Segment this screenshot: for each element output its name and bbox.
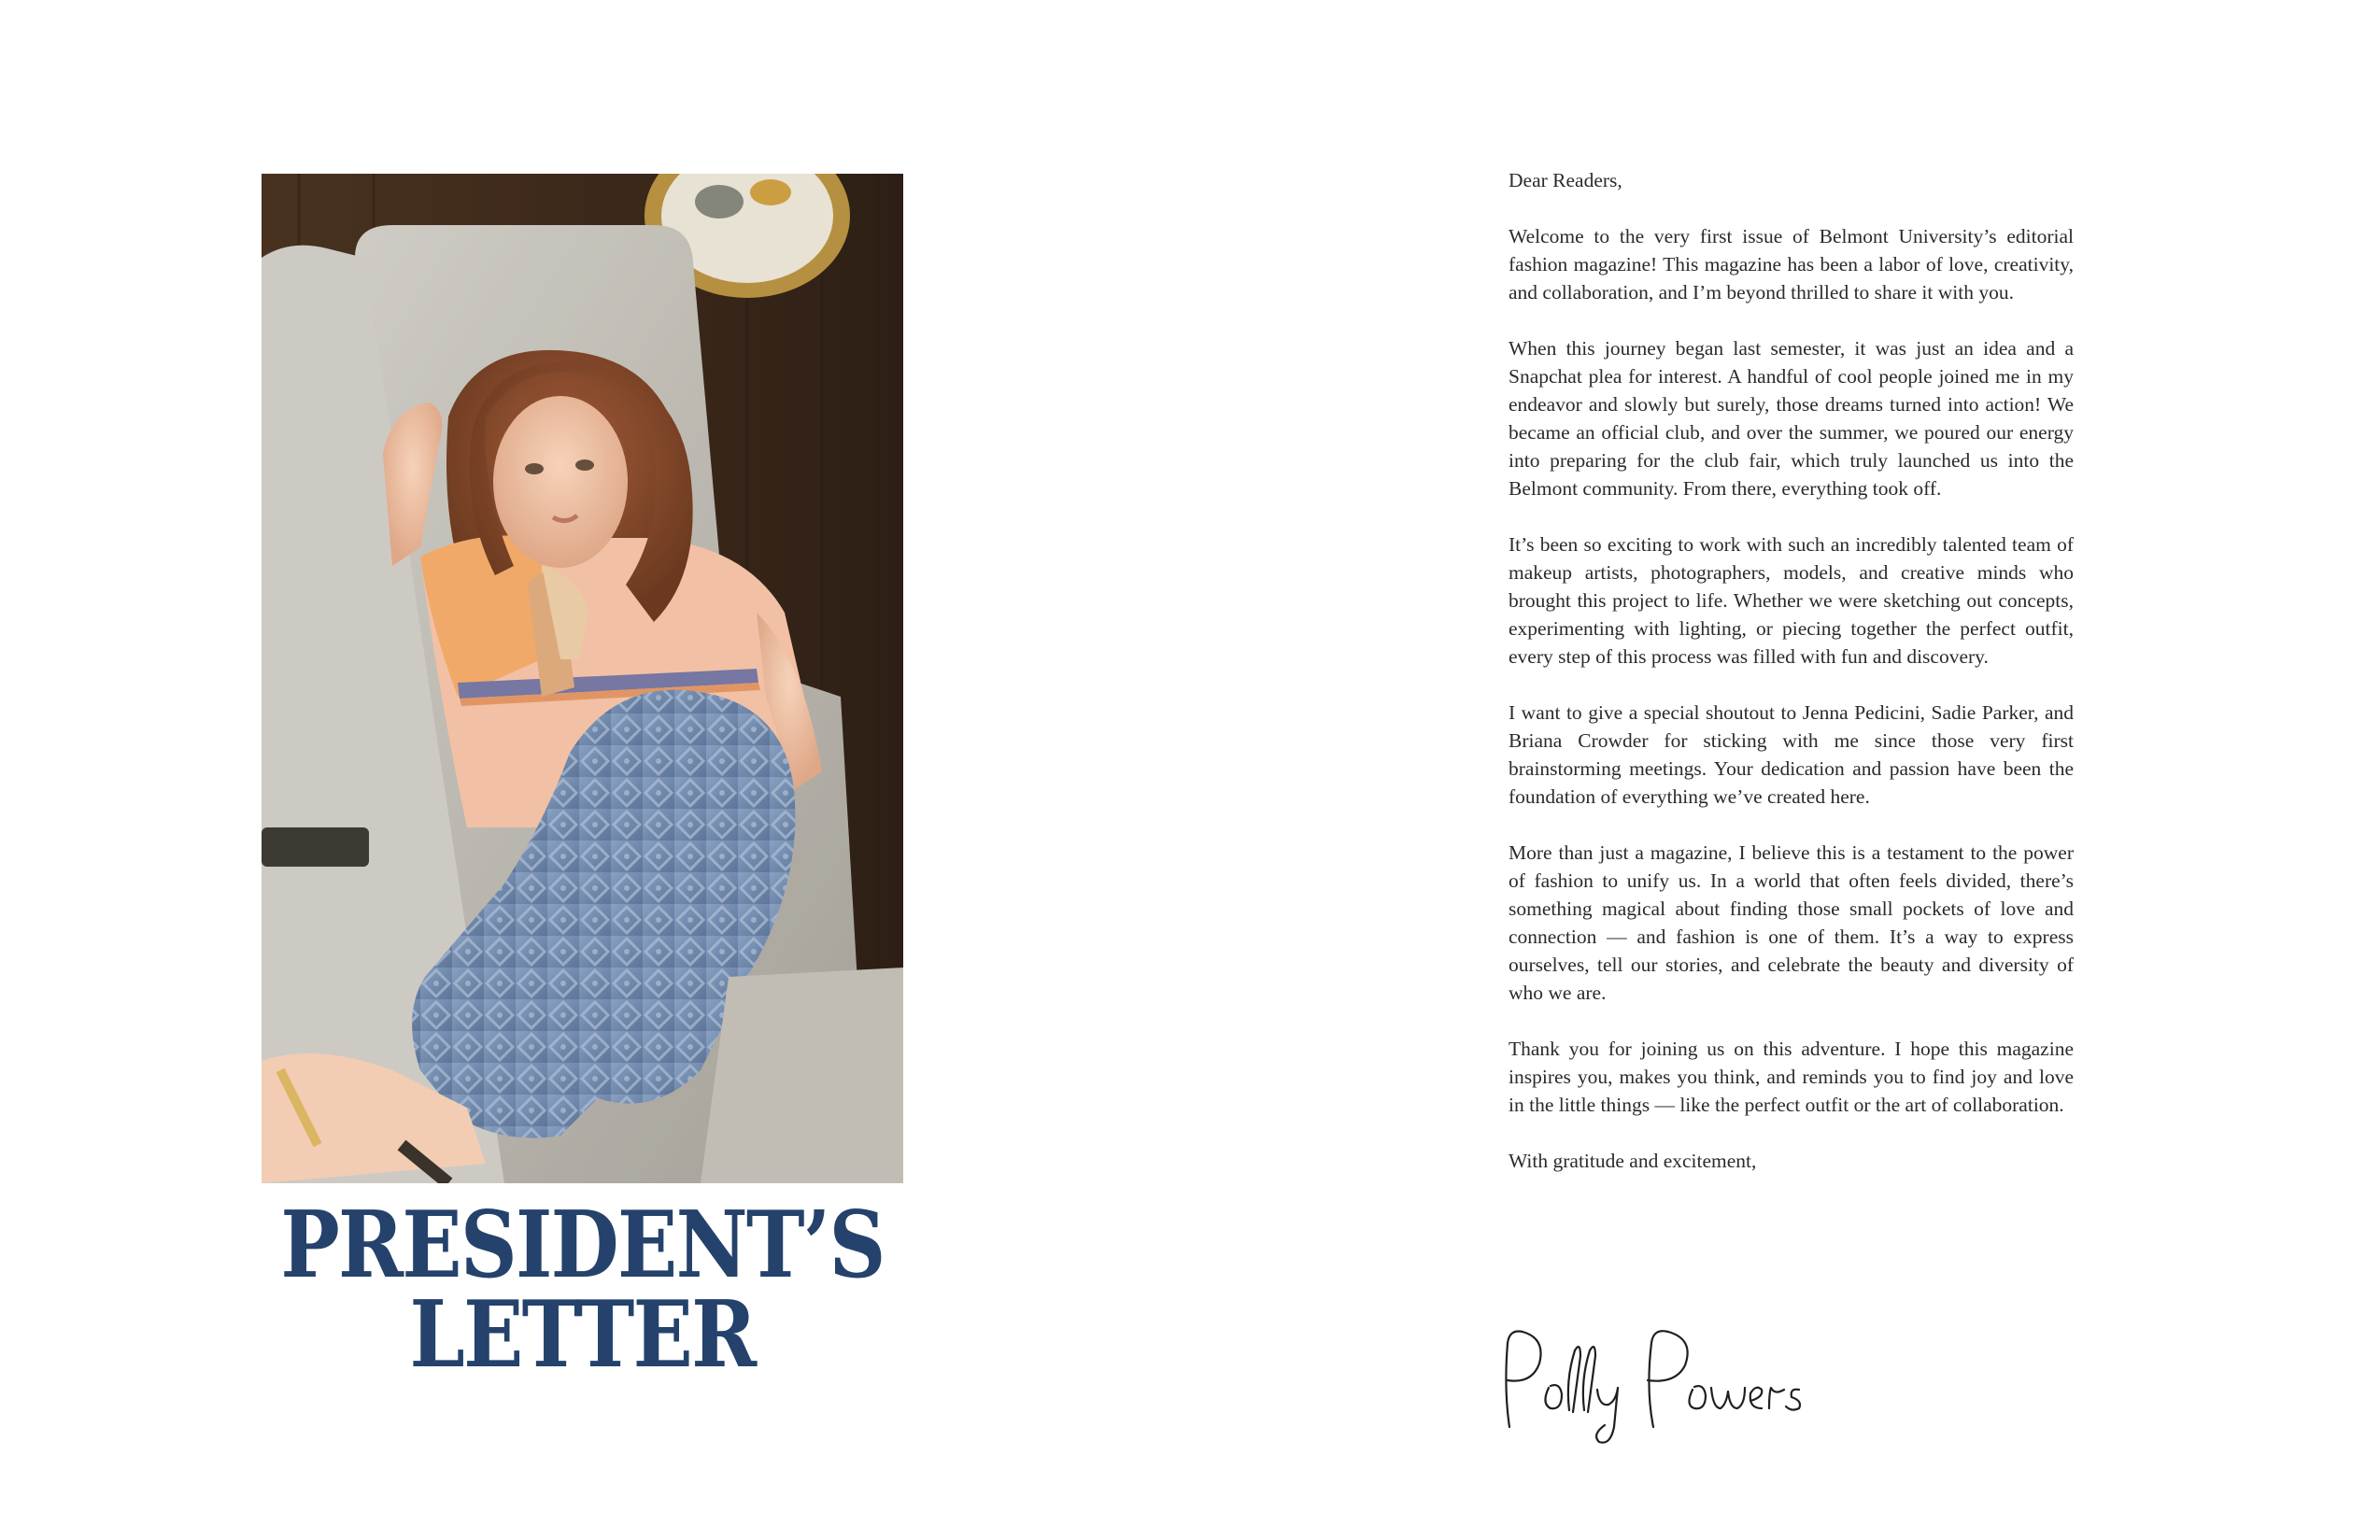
headline-line-2: LETTER (409, 1281, 756, 1389)
letter-paragraph: Thank you for joining us on this adventure. I hope this magazine inspires you, makes you think, and reminds you to find joy and love in the little things — like the perfect outfit or the art of collaboration. (1509, 1038, 2074, 1116)
letter-paragraph: It’s been so exciting to work with such an incredibly talented team of makeup artists, photographers, models, and creative minds who brought this project to life. Whether we were sketching out concepts, experimenting with lighting, or piecing together the perfect outfit, every step of this process was filled with fun and discovery. (1509, 533, 2074, 668)
letter-paragraph: Welcome to the very first issue of Belmont University’s editorial fashion magazine! This magazine has been a labor of love, creativity, and collaboration, and I’m beyond thrilled to share it with you. (1509, 225, 2074, 304)
handwritten-signature (1495, 1315, 1831, 1455)
letter-paragraph: I want to give a special shoutout to Jenna Pedicini, Sadie Parker, and Briana Crowder for sticking with me since those very first brainstorming meetings. Your dedication and passion have been the foundation of everything we’ve created here. (1509, 701, 2074, 808)
signature-icon (1495, 1315, 1831, 1455)
letter-body (1509, 166, 2074, 1175)
letter-paragraph: More than just a magazine, I believe this is a testament to the power of fashion to unify us. In a world that often feels divided, there’s something magical about finding those small pockets of love and connection — and fashion is one of them. It’s a way to express ourselves, tell our stories, and celebrate the beauty and diversity of who we are. (1509, 841, 2074, 1004)
headline-line-1: PRESIDENT’S (280, 1192, 885, 1299)
closing-line: With gratitude and excitement, (1509, 1150, 1757, 1172)
portrait-photo (262, 174, 903, 1183)
salutation: Dear Readers, (1509, 169, 1622, 191)
letter-paragraph: When this journey began last semester, it was just an idea and a Snapchat plea for interest. A handful of cool people joined me in my endeavor and slowly but surely, those dreams turned into action! We became an official club, and over the summer, we poured our energy into preparing for the club fair, which truly launched us into the Belmont community. From there, everything took off. (1509, 337, 2074, 500)
page-title (275, 1192, 891, 1389)
portrait-illustration (262, 174, 903, 1183)
